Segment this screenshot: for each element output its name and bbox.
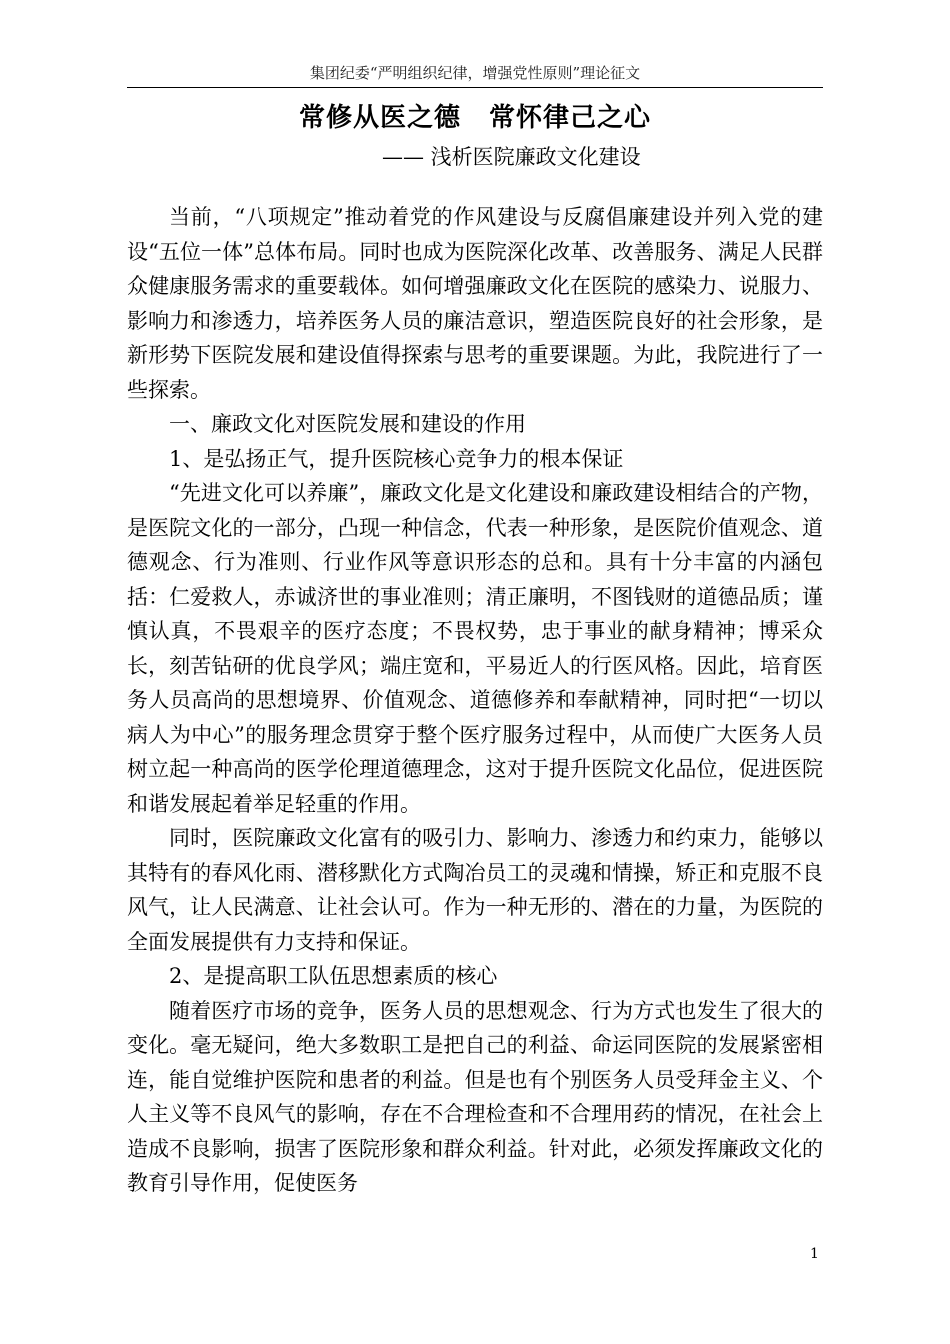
subsection-heading-2: 2、是提高职工队伍思想素质的核心 xyxy=(169,964,498,988)
header-rule xyxy=(127,87,823,88)
page-title xyxy=(127,98,823,138)
running-header: 集团纪委“严明组织纪律，增强党性原则”理论征文 xyxy=(309,64,641,82)
title-part-1: 常修从医之德 xyxy=(298,103,461,133)
document-body xyxy=(127,200,823,1201)
title-part-2: 常怀律己之心 xyxy=(489,103,652,133)
paragraph-intro: 当前，“八项规定”推动着党的作风建设与反腐倡廉建设并列入党的建设“五位一体”总体布局。同时也成为医院深化改革、改善服务、满足人民群众健康服务需求的重要载体。如何增强廉政文化在医院的感染力、说服力、影响力和渗透力，培养医务人员的廉洁意识，塑造医院良好的社会形象，是新形势下医院发展和建设值得探索与思考的重要课题。为此，我院进行了一些探索。 xyxy=(127,205,823,402)
paragraph-competition: 随着医疗市场的竞争，医务人员的思想观念、行为方式也发生了很大的变化。毫无疑问，绝大多数职工是把自己的利益、命运同医院的发展紧密相连，能自觉维护医院和患者的利益。但是也有个别医务人员受拜金主义、个人主义等不良风气的影响，存在不合理检查和不合理用药的情况，在社会上造成不良影响，损害了医院形象和群众利益。针对此，必须发挥廉政文化的教育引导作用，促使医务 xyxy=(127,998,823,1195)
page-number: 1 xyxy=(810,1246,819,1262)
subsection-heading-1: 1、是弘扬正气，提升医院核心竞争力的根本保证 xyxy=(169,446,624,471)
paragraph-culture: “先进文化可以养廉”，廉政文化是文化建设和廉政建设相结合的产物，是医院文化的一部分，凸现一种信念，代表一种形象，是医院价值观念、道德观念、行为准则、行业作风等意识形态的总和。具有十分丰富的内涵包括：仁爱救人，赤诚济世的事业准则；清正廉明，不图钱财的道德品质；谨慎认真，不畏艰辛的医疗态度；不畏权势，忠于事业的献身精神；博采众长，刻苦钻研的优良学风；端庄宽和，平易近人的行医风格。因此，培育医务人员高尚的思想境界、价值观念、道德修养和奉献精神，同时把“一切以病人为中心”的服务理念贯穿于整个医疗服务过程中，从而使广大医务人员树立起一种高尚的医学伦理道德理念，这对于提升医院文化品位，促进医院和谐发展起着举足轻重的作用。 xyxy=(127,481,823,816)
page-subtitle: —— 浅析医院廉政文化建设 xyxy=(382,145,641,169)
paragraph-influence: 同时，医院廉政文化富有的吸引力、影响力、渗透力和约束力，能够以其特有的春风化雨、潜移默化方式陶冶员工的灵魂和情操，矫正和克服不良风气，让人民满意、让社会认可。作为一种无形的、潜在的力量，为医院的全面发展提供有力支持和保证。 xyxy=(127,826,823,954)
section-heading-1: 一、廉政文化对医院发展和建设的作用 xyxy=(169,412,526,436)
